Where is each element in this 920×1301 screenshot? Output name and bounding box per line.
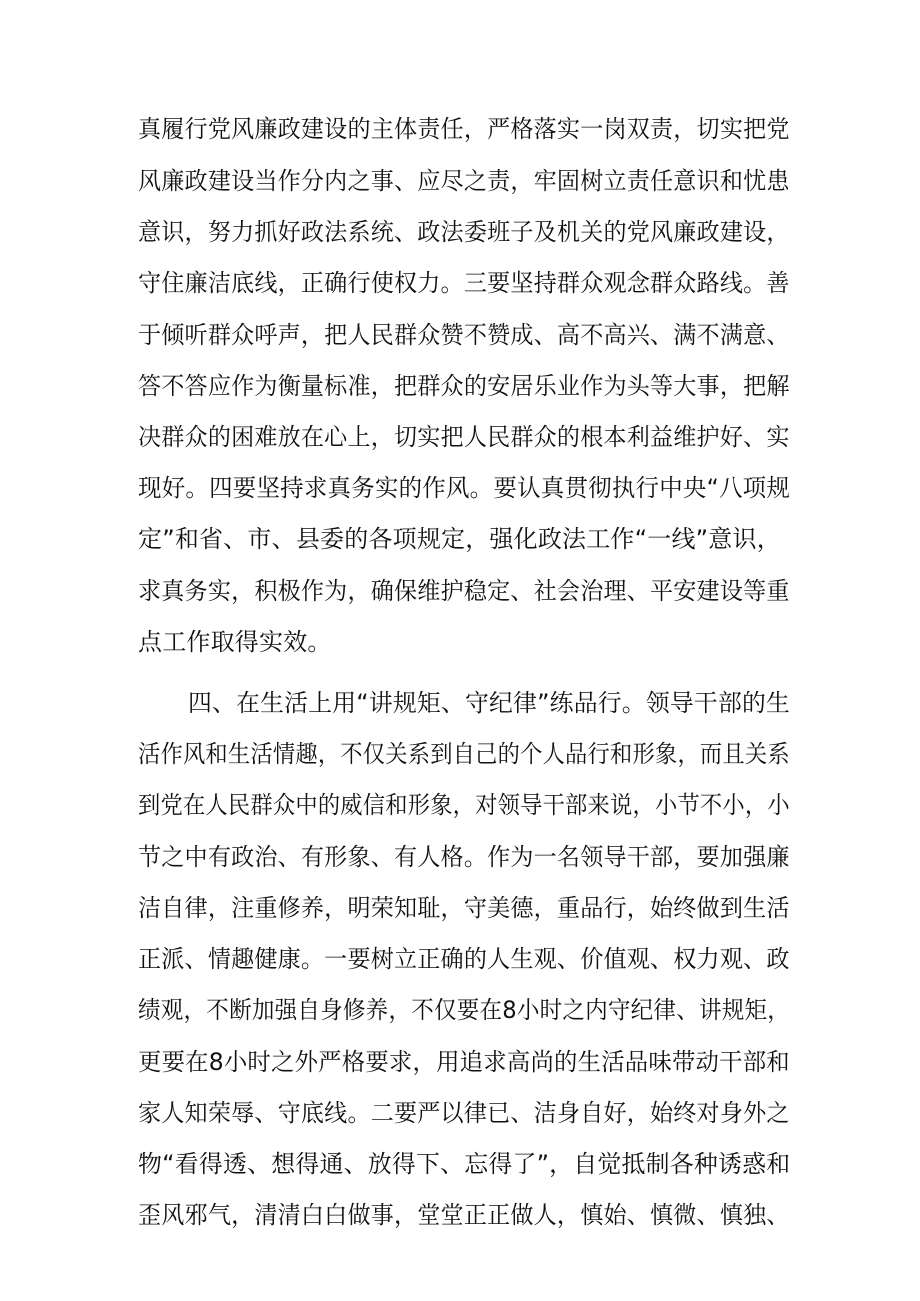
text-line: 真履行党风廉政建设的主体责任，严格落实一岗双责，切实把党 bbox=[138, 115, 790, 143]
text-line: 求真务实，积极作为，确保维护稳定、社会治理、平安建设等重 bbox=[138, 577, 790, 605]
text-line: 风廉政建设当作分内之事、应尽之责，牢固树立责任意识和忧患 bbox=[138, 167, 790, 195]
text-line: 定”和省、市、县委的各项规定，强化政法工作“一线”意识， bbox=[138, 525, 781, 553]
text-line: 正派、情趣健康。一要树立正确的人生观、价值观、权力观、政 bbox=[138, 945, 790, 973]
text-line: 决群众的困难放在心上，切实把人民群众的根本利益维护好、实 bbox=[138, 423, 790, 451]
text-line: 节之中有政治、有形象、有人格。作为一名领导干部，要加强廉 bbox=[138, 843, 790, 871]
text-line: 更要在8小时之外严格要求，用追求高尚的生活品味带动干部和 bbox=[138, 1048, 790, 1076]
text-line: 活作风和生活情趣，不仅关系到自己的个人品行和形象，而且关系 bbox=[138, 740, 790, 768]
text-line: 点工作取得实效。 bbox=[138, 628, 332, 656]
text-line: 洁自律，注重修养，明荣知耻，守美德，重品行，始终做到生活 bbox=[138, 894, 790, 922]
text-line: 到党在人民群众中的威信和形象，对领导干部来说，小节不小，小 bbox=[138, 791, 790, 819]
text-line: 答不答应作为衡量标准，把群众的安居乐业作为头等大事，把解 bbox=[138, 372, 790, 400]
text-line: 于倾听群众呼声，把人民群众赞不赞成、高不高兴、满不满意、 bbox=[138, 321, 790, 349]
text-line: 意识，努力抓好政法系统、政法委班子及机关的党风廉政建设， bbox=[138, 218, 790, 246]
text-line: 物“看得透、想得通、放得下、忘得了”，自觉抵制各种诱惑和 bbox=[138, 1150, 791, 1178]
text-line: 歪风邪气，清清白白做事，堂堂正正做人，慎始、慎微、慎独、 bbox=[138, 1201, 790, 1229]
text-line: 绩观，不断加强自身修养，不仅要在8小时之内守纪律、讲规矩， bbox=[138, 996, 791, 1024]
text-line-indented: 四、在生活上用“讲规矩、守纪律”练品行。领导干部的生 bbox=[188, 689, 791, 717]
text-line: 现好。四要坚持求真务实的作风。要认真贯彻执行中央“八项规 bbox=[138, 474, 791, 502]
text-line: 家人知荣辱、守底线。二要严以律已、洁身自好，始终对身外之 bbox=[138, 1099, 790, 1127]
text-line: 守住廉洁底线，正确行使权力。三要坚持群众观念群众路线。善 bbox=[138, 269, 790, 297]
